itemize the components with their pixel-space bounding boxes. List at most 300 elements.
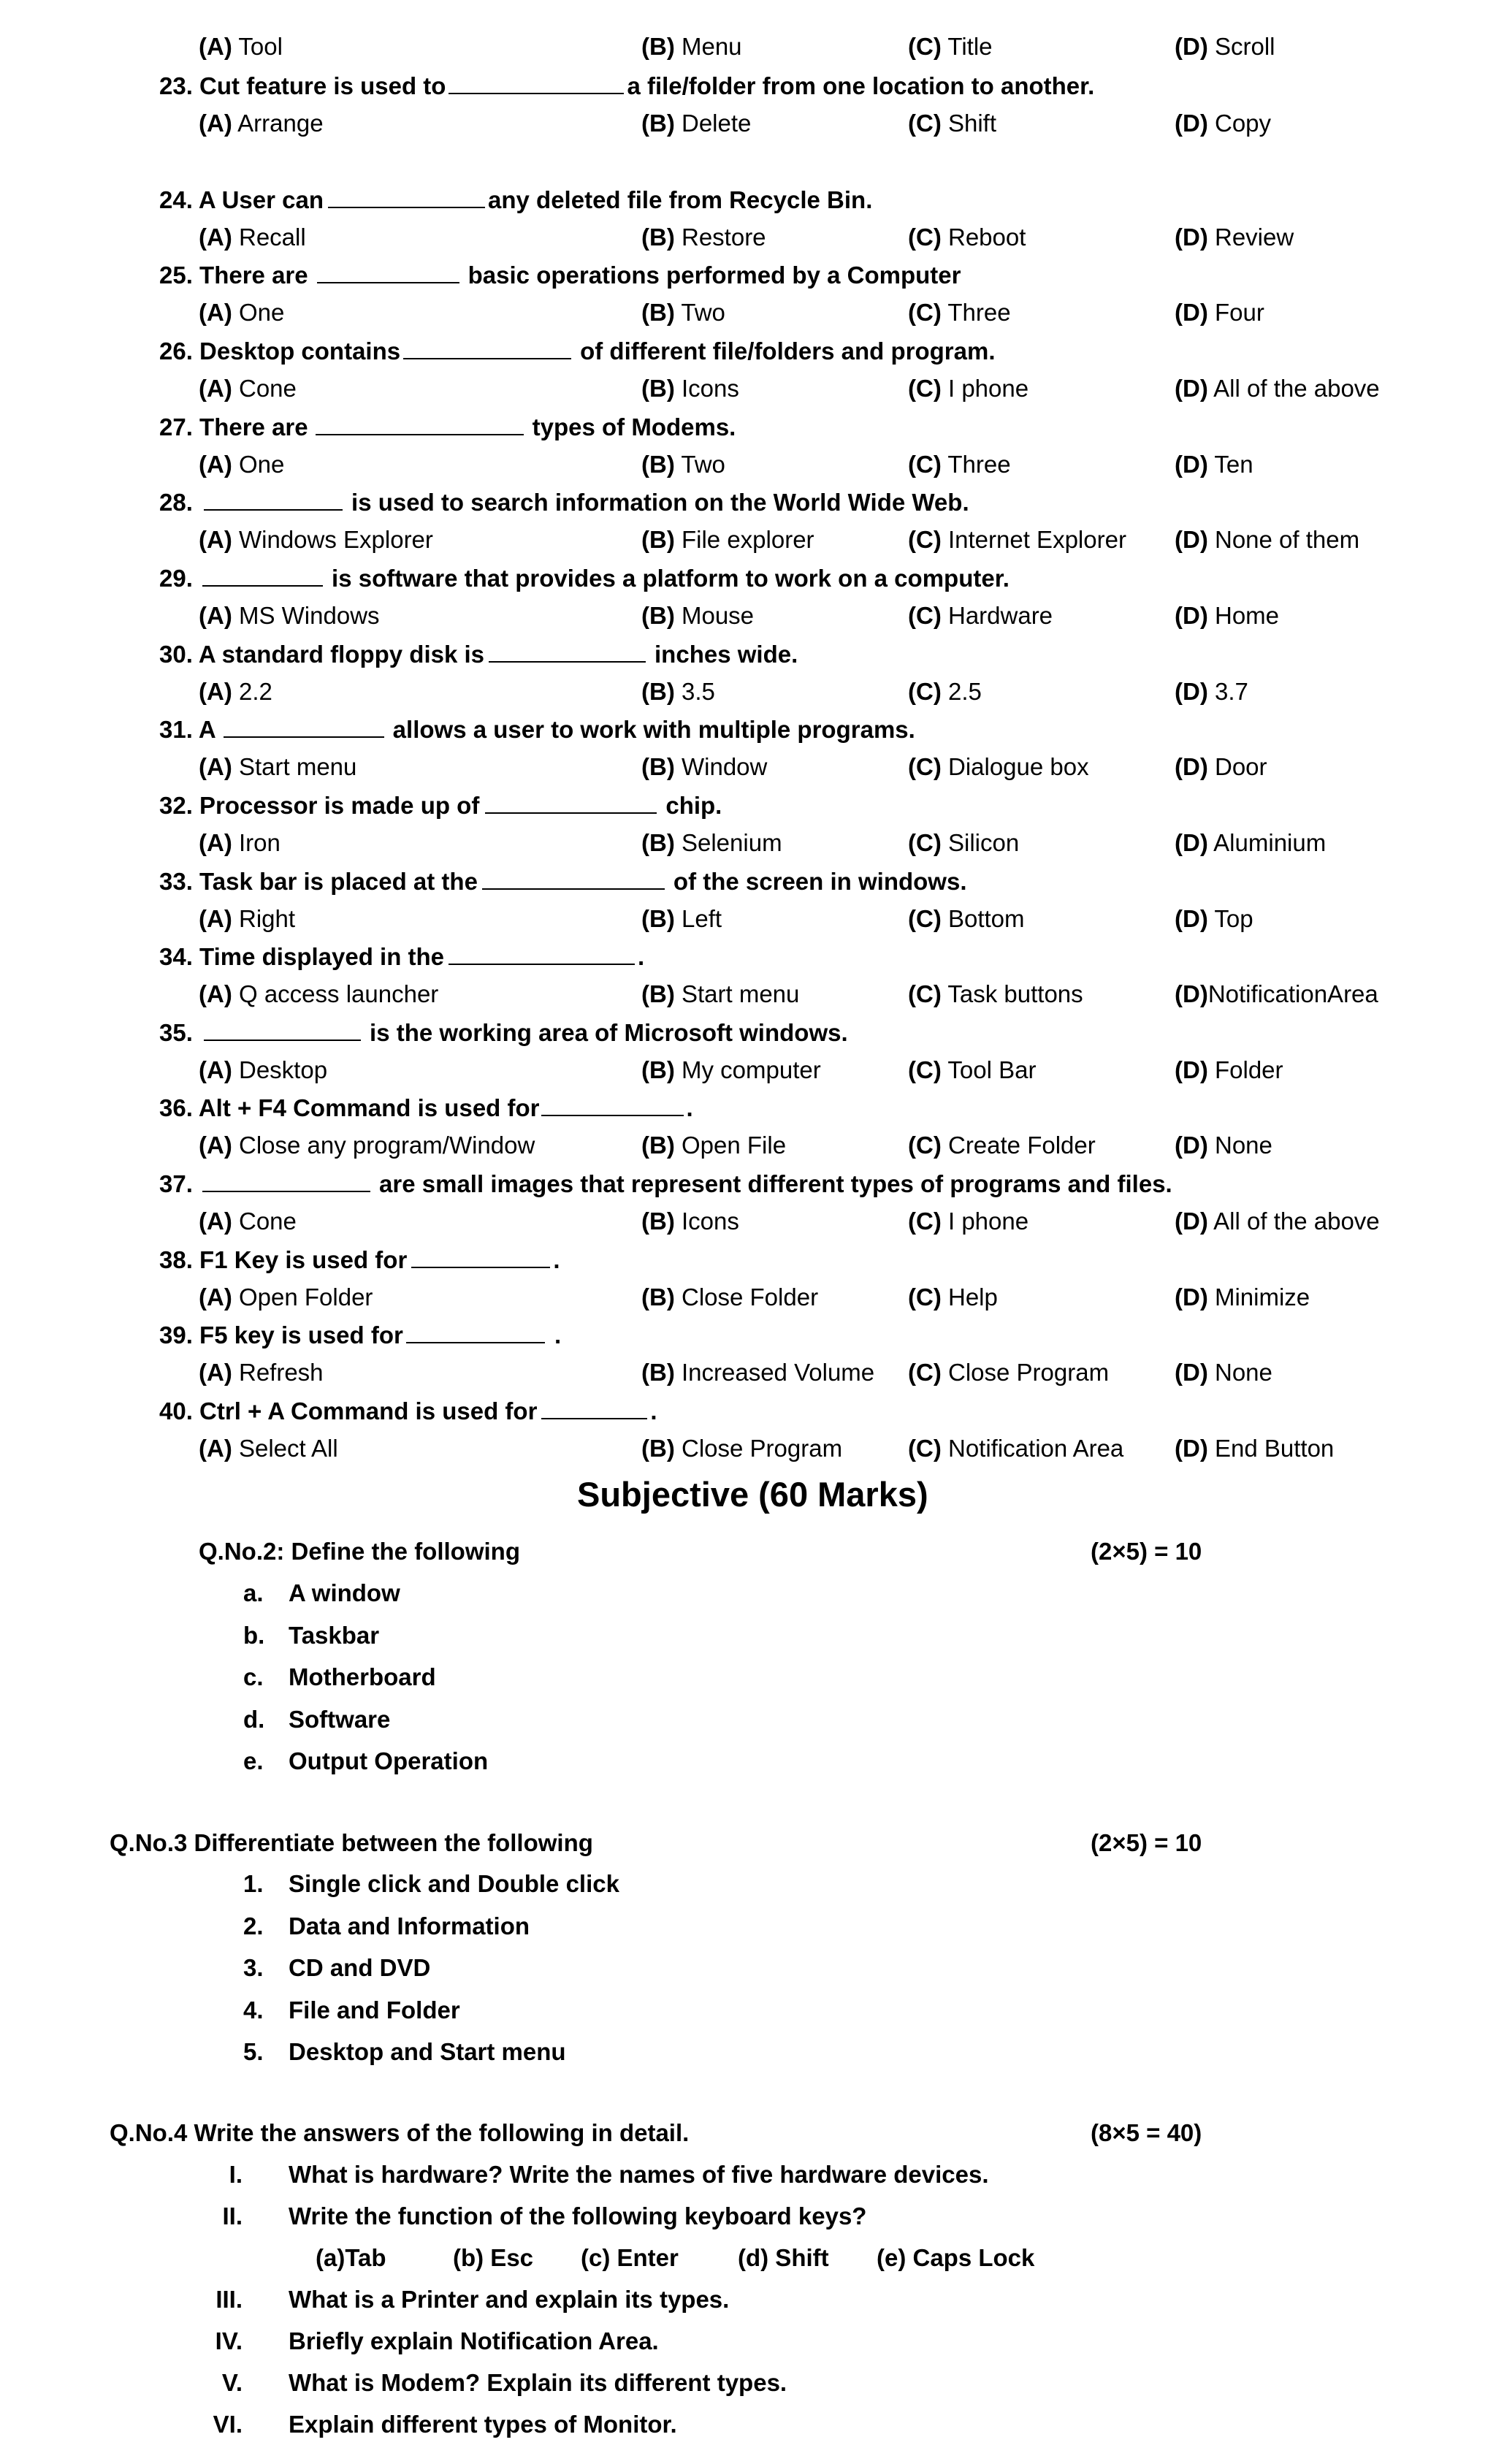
roman-marker: I. xyxy=(229,2161,243,2188)
option-text: Four xyxy=(1214,299,1264,326)
question-text-after: . xyxy=(553,1246,560,1273)
option-text: Close Program xyxy=(947,1359,1110,1386)
option-text: Arrange xyxy=(237,110,324,137)
option-letter: (B) xyxy=(641,1208,675,1235)
section-title: Subjective (60 Marks) xyxy=(577,1475,928,1514)
option-choice xyxy=(199,32,283,61)
option-letter: (D) xyxy=(1175,1056,1208,1083)
answer-blank xyxy=(411,1245,550,1268)
list-item: What is a Printer and explain its types. xyxy=(289,2286,730,2313)
answer-blank xyxy=(482,866,665,890)
option-choice xyxy=(199,601,380,630)
option-text: My computer xyxy=(681,1056,821,1083)
question-number: 32. xyxy=(159,792,193,819)
option-letter: (C) xyxy=(908,1435,942,1462)
option-letter: (A) xyxy=(199,905,232,932)
option-letter: (A) xyxy=(199,1284,232,1311)
option-letter: (C) xyxy=(908,905,942,932)
question-stem xyxy=(159,563,1010,593)
answer-blank xyxy=(403,336,571,359)
roman-marker: VI. xyxy=(213,2411,243,2438)
option-choice xyxy=(199,109,324,138)
option-text: File explorer xyxy=(681,526,814,553)
question-text-after: of the screen in windows. xyxy=(673,868,967,895)
option-letter: (A) xyxy=(199,1132,232,1159)
option-text: Task buttons xyxy=(947,980,1083,1007)
option-letter: (C) xyxy=(908,753,942,780)
option-letter: (C) xyxy=(908,526,942,553)
question-stem xyxy=(159,1018,848,1048)
question-number: 28. xyxy=(159,489,193,516)
question-text-before: Cut feature is used to xyxy=(199,72,446,99)
option-letter: (B) xyxy=(641,829,675,856)
list-item: What is hardware? Write the names of five hardware devices. xyxy=(289,2161,989,2188)
answer-blank xyxy=(202,563,323,587)
option-text: Tool Bar xyxy=(947,1056,1037,1083)
question-text-after: . xyxy=(547,1321,562,1349)
option-letter: (B) xyxy=(641,224,675,251)
option-choice xyxy=(641,525,814,554)
option-text: Shift xyxy=(947,110,997,137)
option-text: Iron xyxy=(238,829,280,856)
question-text-before: Ctrl + A Command is used for xyxy=(199,1397,538,1424)
option-letter: (C) xyxy=(908,33,942,60)
option-letter: (B) xyxy=(641,299,675,326)
question-text-after: . xyxy=(638,943,645,970)
option-letter: (D) xyxy=(1175,1208,1208,1235)
option-letter: (C) xyxy=(908,1284,942,1311)
option-choice xyxy=(908,525,1126,554)
option-choice xyxy=(199,374,297,403)
option-choice xyxy=(641,1358,874,1387)
option-text: Restore xyxy=(681,224,766,251)
question-stem xyxy=(159,866,966,896)
option-text: None xyxy=(1214,1132,1272,1159)
option-text: Folder xyxy=(1214,1056,1283,1083)
question-text-before: A xyxy=(198,716,216,743)
option-text: Ten xyxy=(1214,451,1253,478)
list-item: What is Modem? Explain its different types. xyxy=(289,2369,787,2396)
question-stem xyxy=(159,1093,693,1123)
option-choice xyxy=(199,1056,327,1085)
option-text: Cone xyxy=(238,375,297,402)
option-text: Top xyxy=(1214,905,1253,932)
option-letter: (D) xyxy=(1175,829,1208,856)
answer-blank xyxy=(204,487,343,511)
option-choice xyxy=(199,525,433,554)
answer-blank xyxy=(202,1169,370,1192)
option-letter: (D) xyxy=(1175,905,1208,932)
question-text-before: Time displayed in the xyxy=(199,943,445,970)
option-text: Menu xyxy=(681,33,742,60)
option-choice xyxy=(199,1434,338,1463)
option-text: Dialogue box xyxy=(947,753,1089,780)
option-text: Scroll xyxy=(1214,33,1275,60)
keyboard-key-label: (c) Enter xyxy=(581,2244,679,2271)
option-text: End Button xyxy=(1214,1435,1335,1462)
question-stem xyxy=(159,1169,1172,1199)
option-letter: (C) xyxy=(908,1056,942,1083)
option-choice xyxy=(641,752,767,782)
option-text: Close any program/Window xyxy=(238,1132,535,1159)
question-stem xyxy=(159,185,872,215)
option-choice xyxy=(1175,525,1359,554)
option-choice xyxy=(1175,752,1267,782)
question-number: 36. xyxy=(159,1094,193,1121)
option-text: Desktop xyxy=(238,1056,328,1083)
option-text: Select All xyxy=(238,1435,338,1462)
option-choice xyxy=(1175,298,1264,327)
question-stem xyxy=(159,1396,657,1426)
option-text: Start menu xyxy=(681,980,800,1007)
option-choice xyxy=(641,904,722,934)
option-letter: (C) xyxy=(908,829,942,856)
answer-blank xyxy=(406,1320,545,1343)
question-heading: Q.No.3 Differentiate between the following xyxy=(110,1829,593,1856)
option-choice xyxy=(1175,223,1294,252)
option-text: None xyxy=(1214,1359,1272,1386)
option-letter: (D) xyxy=(1175,1359,1208,1386)
list-marker: 2. xyxy=(243,1912,264,1939)
option-choice xyxy=(199,904,295,934)
option-text: Icons xyxy=(681,1208,739,1235)
option-choice xyxy=(1175,450,1253,479)
question-text-before: Alt + F4 Command is used for xyxy=(198,1094,540,1121)
option-choice xyxy=(908,904,1025,934)
list-item: Explain different types of Monitor. xyxy=(289,2411,677,2438)
list-item: Output Operation xyxy=(289,1747,489,1774)
roman-marker: III. xyxy=(215,2286,243,2313)
option-letter: (C) xyxy=(908,110,942,137)
option-text: Hardware xyxy=(947,602,1053,629)
option-choice xyxy=(1175,904,1253,934)
option-choice xyxy=(199,828,280,858)
answer-blank xyxy=(541,1396,647,1419)
option-letter: (D) xyxy=(1175,451,1208,478)
answer-blank xyxy=(489,639,646,663)
option-choice xyxy=(199,1131,535,1160)
question-text-after: is the working area of Microsoft windows. xyxy=(370,1019,848,1046)
option-letter: (B) xyxy=(641,1132,675,1159)
option-letter: (C) xyxy=(908,1359,942,1386)
option-text: Three xyxy=(947,299,1011,326)
option-choice xyxy=(641,601,754,630)
option-text: Door xyxy=(1214,753,1267,780)
option-letter: (B) xyxy=(641,1284,675,1311)
option-text: Close Program xyxy=(681,1435,843,1462)
option-text: MS Windows xyxy=(238,602,380,629)
option-text: All of the above xyxy=(1213,1208,1380,1235)
list-item: Single click and Double click xyxy=(289,1870,619,1897)
option-choice xyxy=(641,32,742,61)
option-choice xyxy=(641,980,799,1009)
question-stem xyxy=(159,942,644,972)
option-choice xyxy=(1175,677,1248,706)
option-text: One xyxy=(238,451,285,478)
option-choice xyxy=(1175,32,1275,61)
question-text-after: inches wide. xyxy=(654,641,798,668)
answer-blank xyxy=(224,714,384,738)
option-letter: (D) xyxy=(1175,753,1208,780)
option-text: 2.5 xyxy=(947,678,982,705)
question-text-before: There are xyxy=(199,413,308,440)
option-choice xyxy=(908,109,996,138)
option-choice xyxy=(641,223,766,252)
option-text: Three xyxy=(947,451,1011,478)
option-letter: (D) xyxy=(1175,980,1208,1007)
question-number: 34. xyxy=(159,943,193,970)
option-choice xyxy=(641,1283,818,1312)
option-letter: (D) xyxy=(1175,33,1208,60)
question-number: 33. xyxy=(159,868,193,895)
answer-blank xyxy=(449,942,635,965)
option-letter: (A) xyxy=(199,375,232,402)
option-letter: (A) xyxy=(199,829,232,856)
option-text: Delete xyxy=(681,110,752,137)
option-text: Minimize xyxy=(1214,1284,1310,1311)
option-letter: (A) xyxy=(199,451,232,478)
option-choice xyxy=(1175,828,1326,858)
question-stem xyxy=(159,639,798,669)
option-text: Notification Area xyxy=(947,1435,1124,1462)
question-text-before: There are xyxy=(199,262,308,289)
question-text-after: types of Modems. xyxy=(532,413,736,440)
answer-blank xyxy=(316,412,524,435)
option-letter: (C) xyxy=(908,299,942,326)
list-item: A window xyxy=(289,1579,400,1606)
answer-blank xyxy=(485,790,657,814)
option-text: 3.5 xyxy=(681,678,715,705)
option-text: One xyxy=(238,299,285,326)
option-choice xyxy=(641,1207,739,1236)
option-text: Silicon xyxy=(947,829,1020,856)
option-choice xyxy=(641,677,715,706)
question-stem xyxy=(159,336,996,366)
option-choice xyxy=(641,109,751,138)
list-marker: 3. xyxy=(243,1954,264,1981)
answer-blank xyxy=(449,71,624,94)
answer-blank xyxy=(328,185,485,208)
option-choice xyxy=(908,1434,1123,1463)
option-text: Recall xyxy=(238,224,306,251)
option-text: Internet Explorer xyxy=(947,526,1126,553)
option-choice xyxy=(1175,1131,1272,1160)
list-marker: 5. xyxy=(243,2038,264,2065)
option-letter: (B) xyxy=(641,753,675,780)
marks-label: (2×5) = 10 xyxy=(1091,1538,1202,1565)
option-text: Two xyxy=(681,299,725,326)
option-text: Left xyxy=(681,905,722,932)
option-text: I phone xyxy=(947,375,1029,402)
option-choice xyxy=(908,1131,1096,1160)
question-stem xyxy=(159,1245,560,1275)
list-item: Motherboard xyxy=(289,1663,436,1690)
option-choice xyxy=(641,1131,786,1160)
option-text: I phone xyxy=(947,1208,1029,1235)
option-choice xyxy=(908,601,1053,630)
option-choice xyxy=(1175,109,1271,138)
option-text: 2.2 xyxy=(238,678,272,705)
keyboard-key-label: (e) Caps Lock xyxy=(877,2244,1035,2271)
option-letter: (C) xyxy=(908,602,942,629)
option-choice xyxy=(908,828,1019,858)
question-number: 23. xyxy=(159,72,193,99)
list-marker: 1. xyxy=(243,1870,264,1897)
option-choice xyxy=(1175,1358,1272,1387)
option-choice xyxy=(1175,1207,1380,1236)
option-text: Review xyxy=(1214,224,1294,251)
question-text-before: A User can xyxy=(198,186,324,213)
option-text: Selenium xyxy=(681,829,782,856)
option-letter: (C) xyxy=(908,1208,942,1235)
option-letter: (A) xyxy=(199,299,232,326)
option-choice xyxy=(908,1056,1036,1085)
option-text: Open File xyxy=(681,1132,787,1159)
option-choice xyxy=(199,980,438,1009)
option-choice xyxy=(1175,1283,1310,1312)
question-text-before: Processor is made up of xyxy=(199,792,480,819)
option-choice xyxy=(641,828,782,858)
option-choice xyxy=(1175,980,1378,1009)
list-item: Briefly explain Notification Area. xyxy=(289,2327,659,2354)
list-marker: c. xyxy=(243,1663,264,1690)
option-letter: (D) xyxy=(1175,678,1208,705)
option-letter: (D) xyxy=(1175,526,1208,553)
option-choice xyxy=(199,298,284,327)
question-text-after: of different file/folders and program. xyxy=(580,337,996,365)
option-choice xyxy=(1175,374,1380,403)
list-item: CD and DVD xyxy=(289,1954,431,1981)
list-marker: b. xyxy=(243,1621,265,1649)
question-text-after: chip. xyxy=(665,792,722,819)
question-text-before: F1 Key is used for xyxy=(199,1246,408,1273)
option-letter: (D) xyxy=(1175,1435,1208,1462)
option-text: Cone xyxy=(238,1208,297,1235)
option-text: None of them xyxy=(1214,526,1360,553)
question-number: 30. xyxy=(159,641,193,668)
question-text-after: any deleted file from Recycle Bin. xyxy=(488,186,873,213)
option-text: Bottom xyxy=(947,905,1025,932)
option-letter: (D) xyxy=(1175,375,1208,402)
option-letter: (B) xyxy=(641,980,675,1007)
question-stem xyxy=(159,487,969,517)
option-letter: (D) xyxy=(1175,602,1208,629)
option-choice xyxy=(1175,1434,1334,1463)
list-item: Desktop and Start menu xyxy=(289,2038,566,2065)
option-choice xyxy=(908,980,1083,1009)
question-stem xyxy=(159,1320,561,1350)
option-letter: (A) xyxy=(199,753,232,780)
option-text: Create Folder xyxy=(947,1132,1096,1159)
question-text-after: basic operations performed by a Computer xyxy=(468,262,961,289)
option-choice xyxy=(908,32,993,61)
list-item: Software xyxy=(289,1705,391,1733)
option-text: Close Folder xyxy=(681,1284,819,1311)
option-letter: (A) xyxy=(199,602,232,629)
roman-marker: V. xyxy=(221,2369,243,2396)
question-number: 24. xyxy=(159,186,193,213)
option-choice xyxy=(199,450,284,479)
option-choice xyxy=(641,374,739,403)
option-letter: (D) xyxy=(1175,224,1208,251)
option-text: Two xyxy=(681,451,725,478)
answer-blank xyxy=(317,260,459,283)
option-letter: (A) xyxy=(199,1435,232,1462)
list-item: Write the function of the following keyboard keys? xyxy=(289,2202,867,2230)
roman-marker: IV. xyxy=(215,2327,243,2354)
option-letter: (B) xyxy=(641,33,675,60)
question-text-after: . xyxy=(686,1094,693,1121)
option-choice xyxy=(908,374,1028,403)
option-letter: (D) xyxy=(1175,1284,1208,1311)
option-text: Windows Explorer xyxy=(238,526,433,553)
question-number: 29. xyxy=(159,565,193,592)
option-choice xyxy=(1175,1056,1283,1085)
question-text-after: . xyxy=(650,1397,657,1424)
option-choice xyxy=(908,677,982,706)
option-letter: (C) xyxy=(908,980,942,1007)
option-choice xyxy=(199,677,272,706)
option-letter: (B) xyxy=(641,1056,675,1083)
option-letter: (C) xyxy=(908,451,942,478)
list-item: Data and Information xyxy=(289,1912,530,1939)
question-stem xyxy=(159,71,1094,101)
option-text: Help xyxy=(947,1284,998,1311)
option-letter: (B) xyxy=(641,1435,675,1462)
option-letter: (A) xyxy=(199,1208,232,1235)
question-number: 39. xyxy=(159,1321,193,1349)
question-text-after: is software that provides a platform to work on a computer. xyxy=(332,565,1010,592)
option-letter: (B) xyxy=(641,905,675,932)
option-letter: (D) xyxy=(1175,110,1208,137)
option-text: Reboot xyxy=(947,224,1026,251)
option-text: Right xyxy=(238,905,296,932)
option-choice xyxy=(908,1358,1109,1387)
option-letter: (B) xyxy=(641,1359,675,1386)
option-text: Window xyxy=(681,753,768,780)
option-choice xyxy=(908,298,1011,327)
question-stem xyxy=(159,790,722,820)
option-choice xyxy=(908,1207,1028,1236)
option-letter: (D) xyxy=(1175,299,1208,326)
option-text: Open Folder xyxy=(238,1284,373,1311)
option-choice xyxy=(199,223,306,252)
option-choice xyxy=(199,1358,324,1387)
list-item: File and Folder xyxy=(289,1996,460,2024)
question-text-after: is used to search information on the World Wide Web. xyxy=(351,489,969,516)
option-choice xyxy=(908,223,1026,252)
question-text-before: A standard floppy disk is xyxy=(198,641,485,668)
option-letter: (C) xyxy=(908,224,942,251)
option-letter: (A) xyxy=(199,678,232,705)
option-letter: (B) xyxy=(641,110,675,137)
option-text: Refresh xyxy=(238,1359,324,1386)
option-letter: (A) xyxy=(199,110,232,137)
question-number: 40. xyxy=(159,1397,193,1424)
answer-blank xyxy=(204,1018,361,1041)
question-heading: Q.No.4 Write the answers of the following in detail. xyxy=(110,2119,690,2146)
option-letter: (B) xyxy=(641,375,675,402)
question-text-after: are small images that represent different types of programs and files. xyxy=(379,1170,1172,1197)
option-choice xyxy=(641,1056,821,1085)
option-text: Q access launcher xyxy=(238,980,439,1007)
option-text: Title xyxy=(947,33,993,60)
question-number: 37. xyxy=(159,1170,193,1197)
option-text: NotificationArea xyxy=(1207,980,1378,1007)
question-number: 38. xyxy=(159,1246,193,1273)
option-text: Home xyxy=(1214,602,1280,629)
option-choice xyxy=(641,298,725,327)
